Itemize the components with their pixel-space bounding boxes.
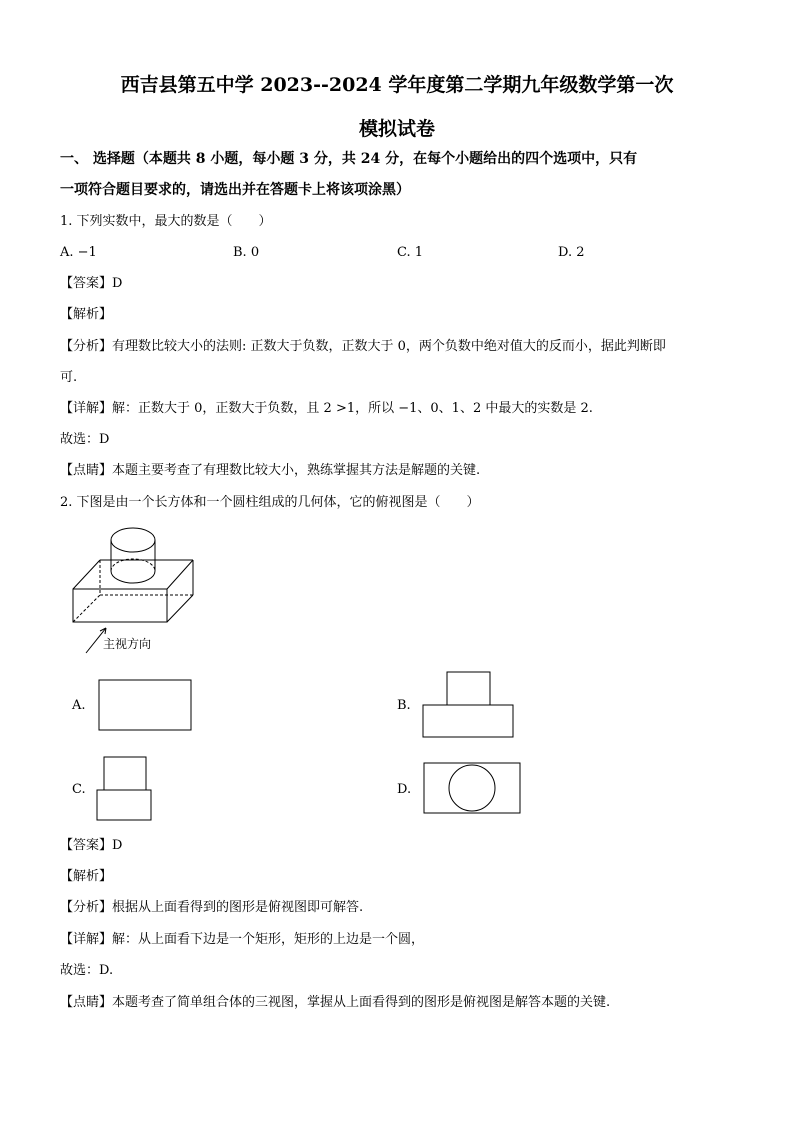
q2-answer: 【答案】D <box>60 838 123 853</box>
q2-option-c: C. <box>72 782 86 797</box>
figure-label: 主视方向 <box>103 637 152 651</box>
q1-stem: 1. 下列实数中，最大的数是（ ） <box>60 214 272 229</box>
q2-option-a: A. <box>72 698 86 713</box>
q1-xiangjie: 【详解】解：正数大于 0，正数大于负数，且 2 >1，所以 −1、0、1、2 中最大的实数是 2. <box>60 401 593 416</box>
q2-option-d: D. <box>397 782 412 797</box>
section-heading-1: 一、 选择题（本题共 8 小题，每小题 3 分，共 24 分，在每个小题给出的四个选项中，只有 <box>60 151 638 167</box>
option-a-shape <box>99 680 191 730</box>
q1-jiexi: 【解析】 <box>60 307 113 322</box>
q2-guxuan: 故选：D. <box>60 963 114 978</box>
title-line-2: 模拟试卷 <box>358 118 435 140</box>
q1-option-b: B. 0 <box>233 245 260 260</box>
q2-stem: 2. 下图是由一个长方体和一个圆柱组成的几何体，它的俯视图是（ ） <box>60 495 480 510</box>
q1-guxuan: 故选：D <box>60 432 110 447</box>
q2-xiangjie: 【详解】解：从上面看下边是一个矩形，矩形的上边是一个圆， <box>60 932 425 947</box>
option-d-rect <box>424 763 520 813</box>
option-c-bottom <box>97 790 151 820</box>
section-heading-2: 一项符合题目要求的，请选出并在答题卡上将该项涂黑） <box>60 182 410 198</box>
q2-dianjing: 【点睛】本题考查了简单组合体的三视图，掌握从上面看得到的图形是俯视图是解答本题的关键. <box>60 995 611 1010</box>
q1-answer: 【答案】D <box>60 276 123 291</box>
q1-fenxi-1: 【分析】有理数比较大小的法则: 正数大于负数，正数大于 0，两个负数中绝对值大的反而小，据此判断即 <box>60 339 666 354</box>
q1-option-d: D. 2 <box>558 245 585 260</box>
option-d-circle <box>449 765 495 811</box>
q1-fenxi-2: 可. <box>60 370 78 385</box>
q1-option-c: C. 1 <box>397 245 424 260</box>
q2-option-b: B. <box>397 698 411 713</box>
q1-dianjing: 【点睛】本题主要考查了有理数比较大小，熟练掌握其方法是解题的关键. <box>60 463 481 478</box>
title-line-1: 西吉县第五中学 2023--2024 学年度第二学期九年级数学第一次 <box>120 74 674 96</box>
option-c-top <box>104 757 146 790</box>
option-b-top <box>447 672 490 705</box>
q2-jiexi: 【解析】 <box>60 869 113 884</box>
q1-option-a: A. −1 <box>60 245 97 260</box>
q2-fenxi: 【分析】根据从上面看得到的图形是俯视图即可解答. <box>60 900 364 915</box>
option-b-bottom <box>423 705 513 737</box>
